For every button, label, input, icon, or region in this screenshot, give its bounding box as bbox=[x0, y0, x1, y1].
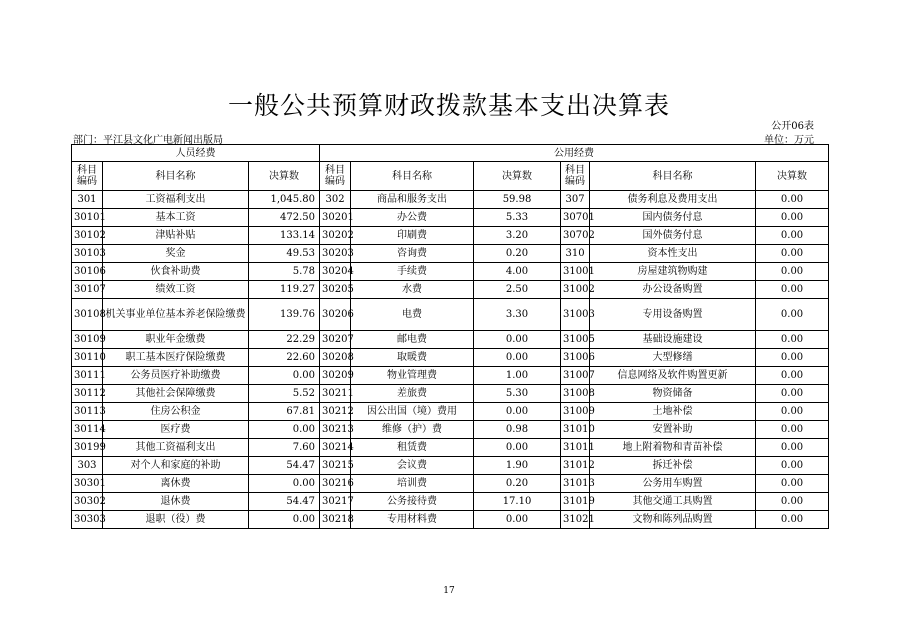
cell-name: 房屋建筑物购建 bbox=[590, 263, 756, 281]
cell-amount: 22.60 bbox=[249, 349, 320, 367]
cell-amount: 0.00 bbox=[249, 511, 320, 529]
cell-amount: 49.53 bbox=[249, 245, 320, 263]
table-row bbox=[72, 227, 829, 245]
cell-code: 30209 bbox=[320, 367, 351, 385]
cell-amount: 1,045.80 bbox=[249, 191, 320, 209]
cell-code: 30103 bbox=[72, 245, 103, 263]
cell-code: 30109 bbox=[72, 331, 103, 349]
cell-name: 办公设备购置 bbox=[590, 281, 756, 299]
table-row bbox=[72, 281, 829, 299]
cell-code: 303 bbox=[72, 457, 103, 475]
cell-amount: 3.30 bbox=[474, 299, 561, 331]
cell-name: 手续费 bbox=[351, 263, 474, 281]
table-row bbox=[72, 457, 829, 475]
cell-amount: 2.50 bbox=[474, 281, 561, 299]
cell-code: 30204 bbox=[320, 263, 351, 281]
cell-code: 307 bbox=[561, 191, 590, 209]
cell-code: 30303 bbox=[72, 511, 103, 529]
cell-name: 职业年金缴费 bbox=[103, 331, 249, 349]
table-row bbox=[72, 299, 829, 331]
cell-name: 拆迁补偿 bbox=[590, 457, 756, 475]
cell-code: 30203 bbox=[320, 245, 351, 263]
cell-name: 国内债务付息 bbox=[590, 209, 756, 227]
cell-name: 水费 bbox=[351, 281, 474, 299]
cell-name: 办公费 bbox=[351, 209, 474, 227]
cell-name: 离休费 bbox=[103, 475, 249, 493]
cell-name: 医疗费 bbox=[103, 421, 249, 439]
cell-amount: 0.00 bbox=[756, 349, 829, 367]
cell-amount: 0.00 bbox=[756, 281, 829, 299]
cell-code: 30213 bbox=[320, 421, 351, 439]
cell-name: 物资储备 bbox=[590, 385, 756, 403]
cell-code: 30301 bbox=[72, 475, 103, 493]
cell-code: 31001 bbox=[561, 263, 590, 281]
table-row bbox=[72, 263, 829, 281]
unit-label: 单位：万元 bbox=[764, 135, 814, 146]
table-row bbox=[72, 209, 829, 227]
cell-name: 伙食补助费 bbox=[103, 263, 249, 281]
cell-name: 奖金 bbox=[103, 245, 249, 263]
cell-amount: 0.20 bbox=[474, 475, 561, 493]
cell-name: 工资福利支出 bbox=[103, 191, 249, 209]
cell-name: 专用材料费 bbox=[351, 511, 474, 529]
cell-amount: 0.00 bbox=[249, 421, 320, 439]
cell-code: 30205 bbox=[320, 281, 351, 299]
cell-amount: 0.00 bbox=[756, 475, 829, 493]
cell-amount: 0.00 bbox=[474, 331, 561, 349]
cell-name: 其他社会保障缴费 bbox=[103, 385, 249, 403]
table-row bbox=[72, 475, 829, 493]
cell-code: 30107 bbox=[72, 281, 103, 299]
col-name: 科目名称 bbox=[351, 162, 474, 191]
table-row bbox=[72, 403, 829, 421]
cell-amount: 0.00 bbox=[756, 245, 829, 263]
cell-amount: 0.00 bbox=[756, 191, 829, 209]
cell-name: 信息网络及软件购置更新 bbox=[590, 367, 756, 385]
cell-amount: 1.90 bbox=[474, 457, 561, 475]
cell-code: 30101 bbox=[72, 209, 103, 227]
cell-name: 地上附着物和青苗补偿 bbox=[590, 439, 756, 457]
cell-code: 31003 bbox=[561, 299, 590, 331]
cell-amount: 3.20 bbox=[474, 227, 561, 245]
cell-name: 基本工资 bbox=[103, 209, 249, 227]
col-name: 科目名称 bbox=[590, 162, 756, 191]
page-title: 一般公共预算财政拨款基本支出决算表 bbox=[227, 91, 670, 120]
cell-amount: 22.29 bbox=[249, 331, 320, 349]
cell-amount: 0.00 bbox=[249, 475, 320, 493]
cell-code: 301 bbox=[72, 191, 103, 209]
col-code: 科目编码 bbox=[72, 162, 103, 191]
cell-amount: 0.98 bbox=[474, 421, 561, 439]
cell-name: 电费 bbox=[351, 299, 474, 331]
cell-amount: 0.00 bbox=[756, 439, 829, 457]
cell-code: 30199 bbox=[72, 439, 103, 457]
cell-code: 30114 bbox=[72, 421, 103, 439]
cell-amount: 0.00 bbox=[756, 385, 829, 403]
cell-amount: 1.00 bbox=[474, 367, 561, 385]
cell-name: 其他交通工具购置 bbox=[590, 493, 756, 511]
cell-name: 公务用车购置 bbox=[590, 475, 756, 493]
cell-code: 31010 bbox=[561, 421, 590, 439]
cell-amount: 0.00 bbox=[756, 367, 829, 385]
table-row bbox=[72, 493, 829, 511]
cell-name: 安置补助 bbox=[590, 421, 756, 439]
cell-code: 30202 bbox=[320, 227, 351, 245]
cell-name: 专用设备购置 bbox=[590, 299, 756, 331]
cell-name: 土地补偿 bbox=[590, 403, 756, 421]
column-header-row bbox=[72, 162, 829, 191]
cell-amount: 0.00 bbox=[756, 421, 829, 439]
cell-code: 31012 bbox=[561, 457, 590, 475]
cell-code: 31002 bbox=[561, 281, 590, 299]
cell-code: 310 bbox=[561, 245, 590, 263]
cell-code: 31011 bbox=[561, 439, 590, 457]
cell-name: 对个人和家庭的补助 bbox=[103, 457, 249, 475]
cell-name: 绩效工资 bbox=[103, 281, 249, 299]
cell-amount: 59.98 bbox=[474, 191, 561, 209]
page-number: 17 bbox=[443, 586, 455, 596]
cell-amount: 54.47 bbox=[249, 457, 320, 475]
cell-name: 商品和服务支出 bbox=[351, 191, 474, 209]
cell-amount: 0.20 bbox=[474, 245, 561, 263]
cell-amount: 119.27 bbox=[249, 281, 320, 299]
cell-name: 债务利息及费用支出 bbox=[590, 191, 756, 209]
cell-code: 30112 bbox=[72, 385, 103, 403]
cell-amount: 139.76 bbox=[249, 299, 320, 331]
cell-amount: 133.14 bbox=[249, 227, 320, 245]
cell-amount: 472.50 bbox=[249, 209, 320, 227]
cell-name: 取暖费 bbox=[351, 349, 474, 367]
cell-amount: 0.00 bbox=[249, 367, 320, 385]
col-amount: 决算数 bbox=[474, 162, 561, 191]
cell-name: 维修（护）费 bbox=[351, 421, 474, 439]
cell-name: 公务接待费 bbox=[351, 493, 474, 511]
cell-name: 会议费 bbox=[351, 457, 474, 475]
cell-amount: 0.00 bbox=[756, 331, 829, 349]
col-code: 科目编码 bbox=[561, 162, 590, 191]
cell-name: 国外债务付息 bbox=[590, 227, 756, 245]
cell-code: 31006 bbox=[561, 349, 590, 367]
table-row bbox=[72, 385, 829, 403]
cell-code: 31009 bbox=[561, 403, 590, 421]
cell-code: 31008 bbox=[561, 385, 590, 403]
cell-code: 30201 bbox=[320, 209, 351, 227]
cell-amount: 0.00 bbox=[756, 511, 829, 529]
table-row bbox=[72, 245, 829, 263]
cell-amount: 17.10 bbox=[474, 493, 561, 511]
cell-name: 住房公积金 bbox=[103, 403, 249, 421]
cell-amount: 5.30 bbox=[474, 385, 561, 403]
cell-code: 30207 bbox=[320, 331, 351, 349]
cell-code: 31005 bbox=[561, 331, 590, 349]
cell-amount: 0.00 bbox=[756, 227, 829, 245]
cell-code: 30108 bbox=[72, 299, 103, 331]
table-row bbox=[72, 191, 829, 209]
cell-amount: 4.00 bbox=[474, 263, 561, 281]
cell-code: 30212 bbox=[320, 403, 351, 421]
cell-name: 差旅费 bbox=[351, 385, 474, 403]
cell-code: 30110 bbox=[72, 349, 103, 367]
cell-code: 30214 bbox=[320, 439, 351, 457]
cell-name: 资本性支出 bbox=[590, 245, 756, 263]
cell-name: 公务员医疗补助缴费 bbox=[103, 367, 249, 385]
cell-code: 30216 bbox=[320, 475, 351, 493]
cell-amount: 0.00 bbox=[756, 299, 829, 331]
cell-code: 30215 bbox=[320, 457, 351, 475]
cell-code: 30113 bbox=[72, 403, 103, 421]
cell-code: 30217 bbox=[320, 493, 351, 511]
cell-amount: 0.00 bbox=[756, 209, 829, 227]
table-row bbox=[72, 331, 829, 349]
cell-amount: 0.00 bbox=[756, 457, 829, 475]
cell-amount: 0.00 bbox=[474, 439, 561, 457]
col-name: 科目名称 bbox=[103, 162, 249, 191]
table-row bbox=[72, 511, 829, 529]
cell-name: 邮电费 bbox=[351, 331, 474, 349]
cell-name: 咨询费 bbox=[351, 245, 474, 263]
cell-name: 物业管理费 bbox=[351, 367, 474, 385]
cell-code: 31019 bbox=[561, 493, 590, 511]
cell-code: 30111 bbox=[72, 367, 103, 385]
cell-name: 其他工资福利支出 bbox=[103, 439, 249, 457]
table-row bbox=[72, 367, 829, 385]
table-row bbox=[72, 439, 829, 457]
table-row bbox=[72, 421, 829, 439]
cell-name: 机关事业单位基本养老保险缴费 bbox=[103, 299, 249, 331]
cell-code: 31021 bbox=[561, 511, 590, 529]
cell-amount: 67.81 bbox=[249, 403, 320, 421]
cell-code: 30208 bbox=[320, 349, 351, 367]
cell-amount: 0.00 bbox=[756, 493, 829, 511]
cell-amount: 0.00 bbox=[474, 349, 561, 367]
cell-name: 退休费 bbox=[103, 493, 249, 511]
cell-name: 因公出国（境）费用 bbox=[351, 403, 474, 421]
cell-amount: 7.60 bbox=[249, 439, 320, 457]
cell-name: 印刷费 bbox=[351, 227, 474, 245]
cell-amount: 5.52 bbox=[249, 385, 320, 403]
table-row bbox=[72, 349, 829, 367]
cell-code: 31013 bbox=[561, 475, 590, 493]
cell-amount: 54.47 bbox=[249, 493, 320, 511]
group-header-row bbox=[72, 145, 829, 162]
col-amount: 决算数 bbox=[756, 162, 829, 191]
cell-code: 30702 bbox=[561, 227, 590, 245]
cell-name: 基础设施建设 bbox=[590, 331, 756, 349]
cell-name: 文物和陈列品购置 bbox=[590, 511, 756, 529]
cell-code: 30302 bbox=[72, 493, 103, 511]
cell-code: 30701 bbox=[561, 209, 590, 227]
cell-code: 30206 bbox=[320, 299, 351, 331]
cell-code: 31007 bbox=[561, 367, 590, 385]
cell-amount: 0.00 bbox=[756, 403, 829, 421]
cell-amount: 5.78 bbox=[249, 263, 320, 281]
group-public: 公用经费 bbox=[320, 145, 829, 162]
cell-code: 302 bbox=[320, 191, 351, 209]
cell-code: 30211 bbox=[320, 385, 351, 403]
cell-name: 职工基本医疗保险缴费 bbox=[103, 349, 249, 367]
cell-amount: 0.00 bbox=[474, 403, 561, 421]
cell-name: 津贴补贴 bbox=[103, 227, 249, 245]
col-amount: 决算数 bbox=[249, 162, 320, 191]
cell-amount: 0.00 bbox=[474, 511, 561, 529]
group-personnel: 人员经费 bbox=[72, 145, 320, 162]
budget-table bbox=[71, 144, 829, 529]
cell-name: 租赁费 bbox=[351, 439, 474, 457]
cell-code: 30106 bbox=[72, 263, 103, 281]
col-code: 科目编码 bbox=[320, 162, 351, 191]
cell-name: 培训费 bbox=[351, 475, 474, 493]
cell-amount: 0.00 bbox=[756, 263, 829, 281]
cell-name: 退职（役）费 bbox=[103, 511, 249, 529]
form-number: 公开06表 bbox=[771, 121, 814, 132]
cell-code: 30218 bbox=[320, 511, 351, 529]
department-label: 部门：平江县文化广电新闻出版局 bbox=[73, 135, 223, 146]
cell-amount: 5.33 bbox=[474, 209, 561, 227]
cell-code: 30102 bbox=[72, 227, 103, 245]
cell-name: 大型修缮 bbox=[590, 349, 756, 367]
